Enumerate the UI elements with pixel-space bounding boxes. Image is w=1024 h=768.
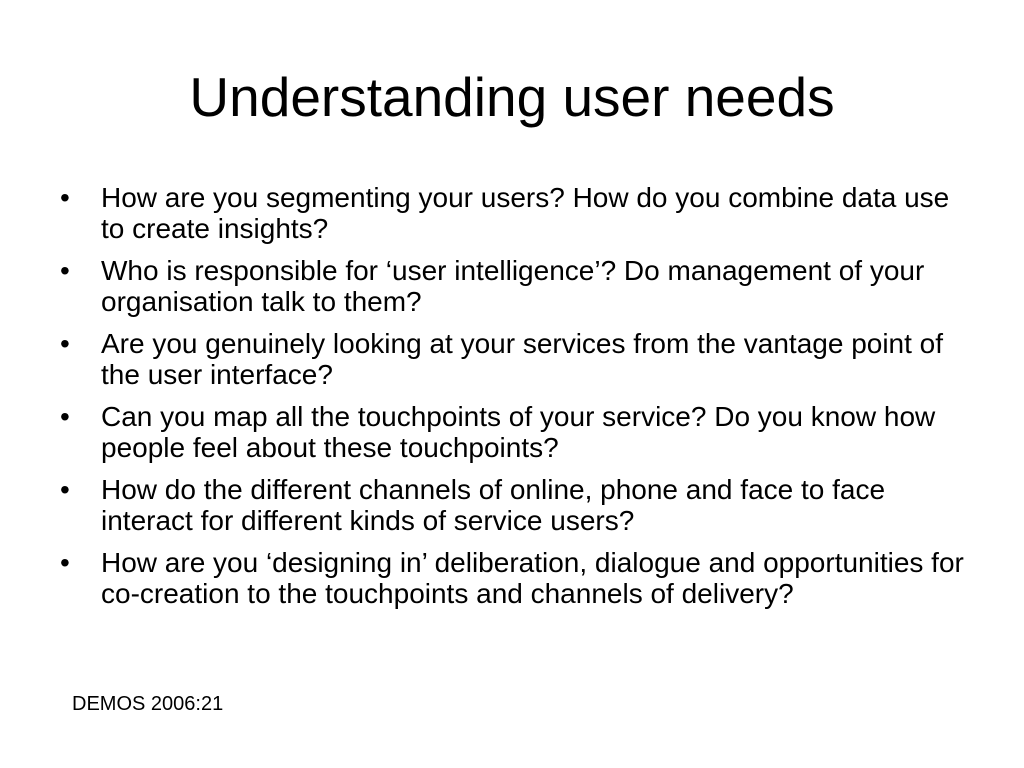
bullet-dot-icon: • [60,182,70,213]
bullet-text: Are you genuinely looking at your services from the vantage point of the user interface? [101,328,944,390]
bullet-dot-icon: • [60,255,70,286]
bullet-text: Who is responsible for ‘user intelligence’? Do management of your organisation talk to them? [101,255,925,317]
bullet-text: How are you ‘designing in’ deliberation, dialogue and opportunities for co-creation to the touchpoints and channels of delivery? [101,547,964,609]
bullet-dot-icon: • [60,474,70,505]
bullet-text: How do the different channels of online, phone and face to face interact for different kinds of service users? [101,474,886,536]
bullet-item [60,328,980,390]
bullet-item [60,547,980,609]
bullet-dot-icon: • [60,328,70,359]
bullet-item [60,474,980,536]
bullet-item [60,182,980,244]
bullet-dot-icon: • [60,547,70,578]
bullet-list [60,182,980,620]
slide-title: Understanding user needs [189,66,835,128]
bullet-item [60,255,980,317]
bullet-text: How are you segmenting your users? How do you combine data use to create insights? [101,182,950,244]
source-citation: DEMOS 2006:21 [72,693,224,715]
bullet-item [60,401,980,463]
bullet-text: Can you map all the touchpoints of your service? Do you know how people feel about these touchpoints? [101,401,936,463]
bullet-dot-icon: • [60,401,70,432]
